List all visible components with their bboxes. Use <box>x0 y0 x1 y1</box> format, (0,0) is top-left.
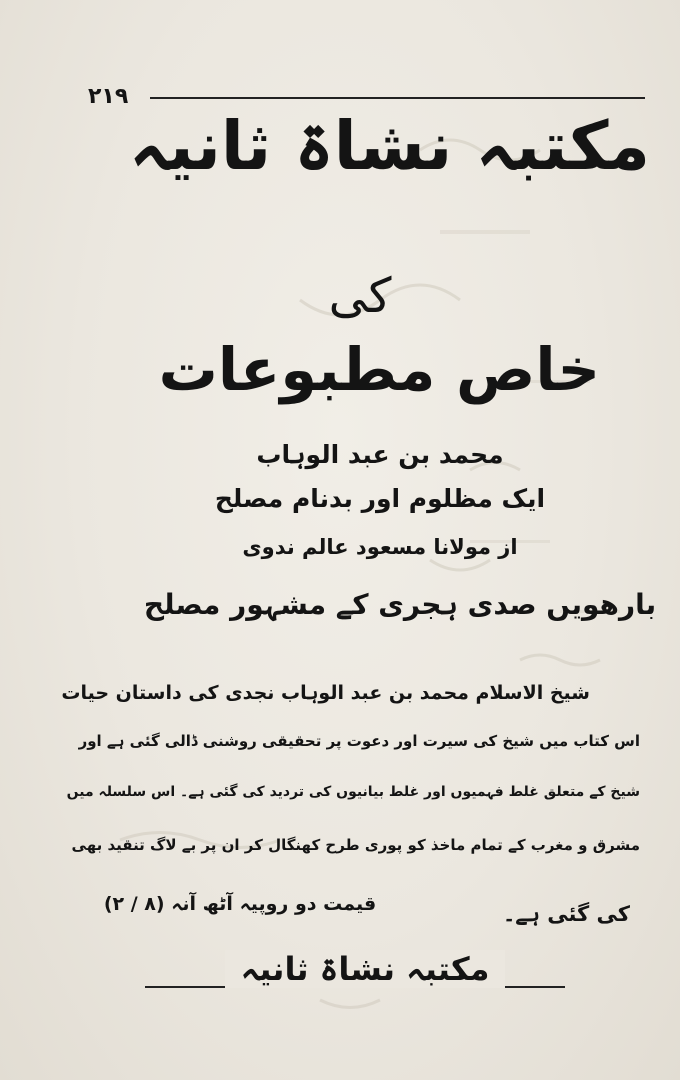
section-heading: خاص مطبوعات <box>158 335 600 404</box>
page-number: ۲۱۹ <box>88 84 129 109</box>
book-subtitle: ایک مظلوم اور بدنام مصلح <box>214 484 546 513</box>
description-line: مشرق و مغرب کے تمام ماخذ کو پوری طرح کھنگال کر ان پر بے لاگ تنقید بھی <box>71 836 640 854</box>
description-line: شیخ الاسلام محمد بن عبد الوہاب نجدی کی داستان حیات <box>61 682 590 704</box>
price: قیمت دو روپیہ آٹھ آنہ (۸ / ۲) <box>103 893 377 915</box>
description-line: کی گئی ہے۔ <box>502 902 630 926</box>
publisher-title: مکتبہ نشاۃ ثانیہ <box>129 107 650 185</box>
book-headline: بارھویں صدی ہجری کے مشہور مصلح <box>143 588 657 621</box>
footer <box>145 950 565 1010</box>
book-name: محمد بن عبد الوہاب <box>256 440 504 469</box>
book-author: از مولانا مسعود عالم ندوی <box>242 535 518 559</box>
footer-imprint: مکتبہ نشاۃ ثانیہ <box>225 950 505 988</box>
description-line: اس کتاب میں شیخ کی سیرت اور دعوت پر تحقیقی روشنی ڈالی گئی ہے اور <box>78 732 640 750</box>
description-line: شیخ کے متعلق غلط فہمیوں اور غلط بیانیوں کی تردید کی گئی ہے۔ اس سلسلہ میں <box>66 784 640 800</box>
top-rule <box>150 97 645 99</box>
connector-word: کی <box>328 268 392 324</box>
